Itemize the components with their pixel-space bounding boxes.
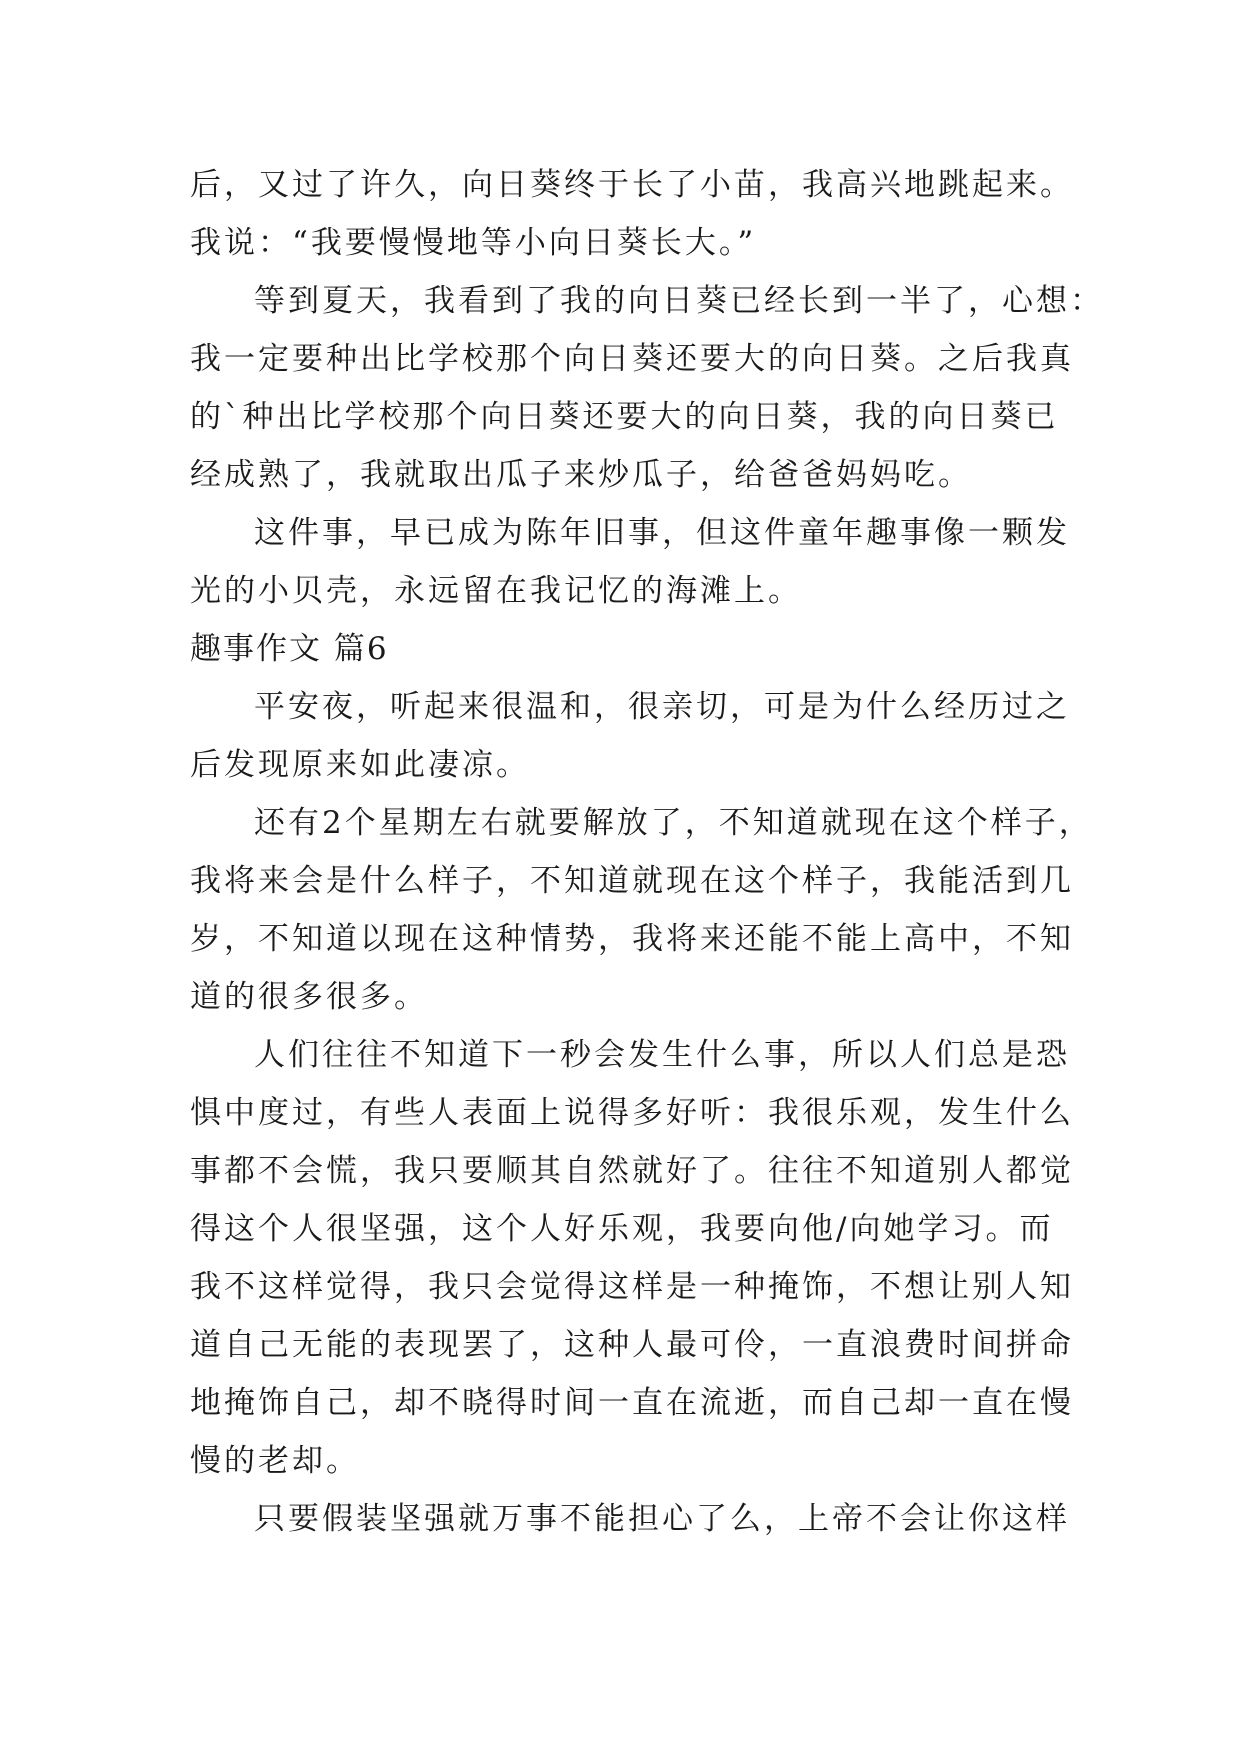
text-line-8: 光的小贝壳，永远留在我记忆的海滩上。: [190, 573, 802, 609]
text-line-18: 事都不会慌，我只要顺其自然就好了。往往不知道别人都觉: [190, 1153, 1074, 1189]
text-line-10: 平安夜，听起来很温和，很亲切，可是为什么经历过之: [254, 689, 1070, 725]
text-line-19: 得这个人很坚强，这个人好乐观，我要向他/向她学习。而: [190, 1211, 1054, 1247]
text-line-14: 岁，不知道以现在这种情势，我将来还能不能上高中，不知: [190, 921, 1074, 957]
text-line-5: 的`种出比学校那个向日葵还要大的向日葵，我的向日葵已: [190, 399, 1059, 435]
text-line-20: 我不这样觉得，我只会觉得这样是一种掩饰，不想让别人知: [190, 1269, 1074, 1305]
text-line-23: 慢的老却。: [190, 1443, 360, 1479]
text-line-24: 只要假装坚强就万事不能担心了么，上帝不会让你这样: [254, 1501, 1070, 1537]
text-line-11: 后发现原来如此凄凉。: [190, 747, 530, 783]
text-line-13: 我将来会是什么样子，不知道就现在这个样子，我能活到几: [190, 863, 1074, 899]
text-line-3: 等到夏天，我看到了我的向日葵已经长到一半了，心想：: [254, 283, 1104, 319]
text-line-7: 这件事，早已成为陈年旧事，但这件童年趣事像一颗发: [254, 515, 1070, 551]
text-line-6: 经成熟了，我就取出瓜子来炒瓜子，给爸爸妈妈吃。: [190, 457, 972, 493]
document-page: [190, 156, 1104, 1548]
section-heading: 趣事作文 篇6: [190, 631, 389, 667]
text-line-4: 我一定要种出比学校那个向日葵还要大的向日葵。之后我真: [190, 341, 1074, 377]
text-line-16: 人们往往不知道下一秒会发生什么事，所以人们总是恐: [254, 1037, 1070, 1073]
text-line-15: 道的很多很多。: [190, 979, 428, 1015]
text-line-1: 后，又过了许久，向日葵终于长了小苗，我高兴地跳起来。: [190, 167, 1074, 203]
text-line-12: 还有2个星期左右就要解放了，不知道就现在这个样子，: [254, 805, 1093, 841]
text-line-21: 道自己无能的表现罢了，这种人最可伶，一直浪费时间拼命: [190, 1327, 1074, 1363]
text-line-22: 地掩饰自己，却不晓得时间一直在流逝，而自己却一直在慢: [190, 1385, 1074, 1421]
text-line-2: 我说：“我要慢慢地等小向日葵长大。”: [190, 225, 757, 261]
text-line-17: 惧中度过，有些人表面上说得多好听：我很乐观，发生什么: [190, 1095, 1074, 1131]
